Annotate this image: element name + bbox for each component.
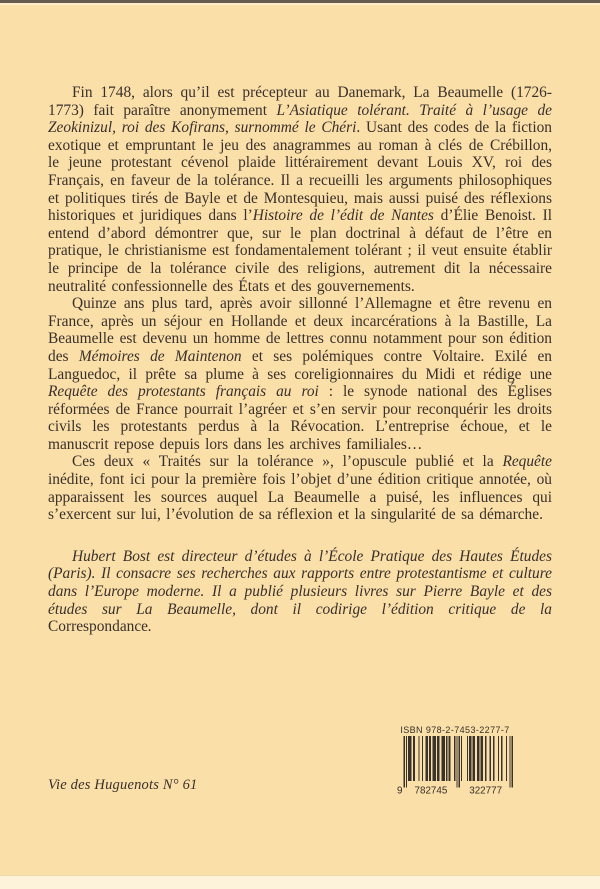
barcode-bars [404, 736, 513, 787]
text-segment: Histoire de l’édit de Nantes [252, 207, 434, 225]
text-segment: Correspondance [48, 618, 149, 636]
blurb-text-block [48, 84, 552, 636]
text-segment: . Usant des codes de la fiction exotique et empruntant le jeu des anagrammes au roman à clés de Crébillon, le jeune protestant cévenol plaide littérairement devant Louis XV, roi des Français, en faveur de la tolérance. Il a recueilli les arguments philosophiques et politiques tirés de Bayle et de Montesquieu, mais aussi puisé des réflexions historiques et juridiques dans l’ [48, 119, 552, 225]
barcode-digits-right: 322777 [469, 785, 503, 795]
text-segment: d’Élie Benoist. Il entend d’abord démontrer que, sur le plan doctrinal à défaut de l’être en pratique, le christianisme est fondamentalement tolérant ; il veut ensuite établir le principe de la tolérance civile des religions, autrement dit la nécessaire neutralité confessionnelle des États et des gouvernements. [48, 207, 552, 295]
isbn-label: ISBN 978-2-7453-2277-7 [400, 725, 510, 735]
text-segment: : le synode national des Églises réformées de France pourrait l’agréer et s’en servir pour reconquérir les droits civils les protestants perdus à la Révocation. L’entreprise échoue, et le manuscrit repose depuis lors dans les archives familiales… [48, 383, 552, 453]
blurb-paragraph-3 [48, 453, 552, 523]
text-segment: Mémoires de Maintenon [78, 347, 242, 365]
blurb-paragraph-1 [48, 84, 552, 295]
text-segment: Quinze ans plus tard, après avoir sillonné l’Allemagne et être revenu en France, après un séjour en Hollande et deux incarcérations à la Bastille, La Beaumelle est devenu un homme de lettres connu notamment pour son édition des [48, 295, 552, 365]
text-segment: Fin 1748, alors qu’il est précepteur au Danemark, La Beaumelle (1726-1773) fait paraître anonymement [48, 84, 552, 119]
isbn-block [394, 725, 516, 795]
ean13-barcode-icon [397, 736, 513, 795]
text-segment: Requête des protestants français au roi [48, 383, 319, 401]
page-top-edge-highlight [0, 3, 600, 5]
series-label: Vie des Huguenots N° 61 [48, 777, 198, 793]
barcode-digits-left: 782745 [414, 785, 448, 795]
text-segment: Hubert Bost est directeur d’études à l’École Pratique des Hautes Études (Paris). Il consacre ses recherches aux rapports entre protestantisme et culture dans l’Europe moderne. Il a publié plusieurs livres sur Pierre Bayle et des études sur La Beaumelle, dont il codirige l’édition critique de la [48, 547, 552, 618]
text-segment: L’Asiatique tolérant. Traité à l’usage de Zeokinizul, roi des Kofirans, surnommé le Chéri [48, 101, 552, 137]
text-segment: et ses polémiques contre Voltaire. Exilé en Languedoc, il prête sa plume à ses coreligionnaires du Midi et rédige une [48, 347, 552, 383]
author-bio-paragraph [48, 548, 552, 636]
text-segment: Requête [502, 453, 552, 471]
text-segment: . [148, 618, 152, 636]
barcode-digit-lead: 9 [397, 785, 403, 795]
page-bottom-edge [0, 875, 600, 889]
blurb-paragraph-2 [48, 295, 552, 453]
text-segment: Ces deux « Traités sur la tolérance », l’opuscule publié et la [72, 453, 503, 471]
text-segment: inédite, font ici pour la première fois l’objet d’une édition critique annotée, où apparaissent les sources auquel La Beaumelle a puisé, les influences qui s’exercent sur lui, l’évolution de sa réflexion et la singularité de sa démarche. [48, 471, 552, 524]
